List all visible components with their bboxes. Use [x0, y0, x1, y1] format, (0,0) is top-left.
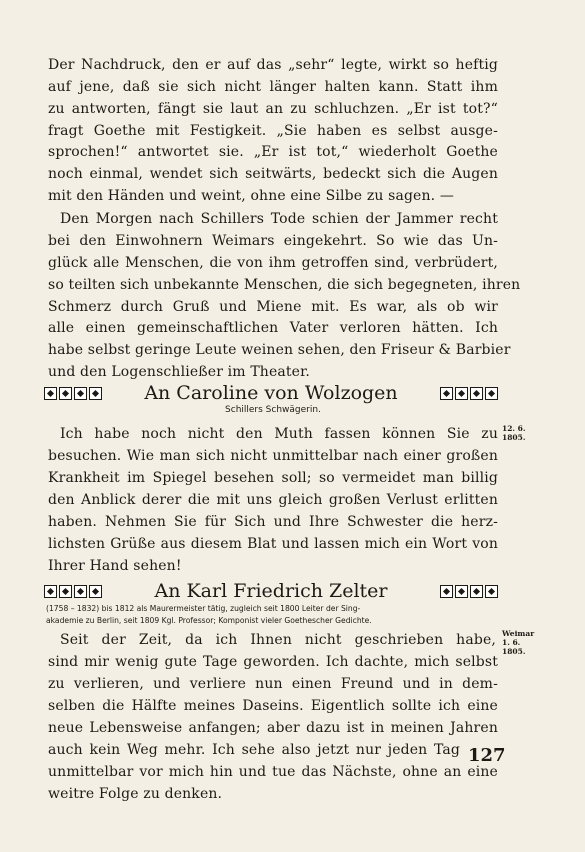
square-ornament-icon	[485, 387, 498, 400]
page-number: 127	[468, 745, 506, 766]
text-line: Den Morgen nach Schillers Tode schien der Jammer recht	[60, 211, 498, 227]
text-line: alle einen gemeinschaftlichen Vater verloren hätten. Ich	[48, 320, 498, 336]
text-line: sind mir wenig gute Tage geworden. Ich dachte, mich selbst	[48, 654, 498, 670]
ornament-group-left	[44, 387, 102, 400]
square-ornament-icon	[485, 585, 498, 598]
square-ornament-icon	[89, 585, 102, 598]
square-ornament-icon	[59, 585, 72, 598]
square-ornament-icon	[470, 585, 483, 598]
text-line: weitre Folge zu denken.	[48, 786, 223, 802]
bio-line: (1758 – 1832) bis 1812 als Maurermeister tätig, zugleich seit 1800 Leiter der Sing-	[46, 604, 361, 613]
text-line: Krankheit im Spiegel besehen soll; so vermeidet man billig	[48, 470, 498, 486]
square-ornament-icon	[74, 585, 87, 598]
text-line: zu verlieren, und verliere nun einen Freund und in dem-	[48, 676, 498, 692]
text-line: habe selbst geringe Leute weinen sehen, den Friseur & Barbier	[48, 342, 511, 358]
text-line: fragt Goethe mit Festigkeit. „Sie haben es selbst ausge-	[48, 123, 498, 139]
square-ornament-icon	[44, 387, 57, 400]
text-line: mit den Händen und weint, ohne eine Silbe zu sagen. —	[48, 188, 455, 204]
ornament-group-right	[440, 387, 498, 400]
text-line: sprochen!“ antwortet sie. „Er ist tot,“ wiederholt Goethe	[48, 144, 498, 160]
square-ornament-icon	[440, 585, 453, 598]
text-line: so teilten sich unbekannte Menschen, die sich begegneten, ihren	[48, 277, 521, 293]
square-ornament-icon	[44, 585, 57, 598]
text-line: Der Nachdruck, den er auf das „sehr“ legte, wirkt so heftig	[48, 57, 498, 73]
square-ornament-icon	[59, 387, 72, 400]
square-ornament-icon	[455, 387, 468, 400]
text-line: Schmerz durch Gruß und Miene mit. Es war, als ob wir	[48, 299, 498, 315]
text-line: zu antworten, fängt sie laut an zu schluchzen. „Er ist tot?“	[48, 101, 498, 117]
text-line: glück alle Menschen, die von ihm getroffen sind, verbrüdert,	[48, 255, 498, 271]
square-ornament-icon	[74, 387, 87, 400]
text-line: und den Logenschließer im Theater.	[48, 364, 311, 380]
square-ornament-icon	[455, 585, 468, 598]
bio-line: akademie zu Berlin, seit 1809 Kgl. Professor; Komponist vieler Goethescher Gedichte.	[46, 616, 372, 625]
text-line: selben die Hälfte meines Daseins. Eigentlich sollte ich eine	[48, 698, 498, 714]
ornament-group-right	[440, 585, 498, 598]
text-line: lichsten Grüße aus diesem Blat und lassen mich ein Wort von	[48, 536, 498, 552]
section-title: An Caroline von Wolzogen	[144, 381, 398, 404]
section-subtitle: Schillers Schwägerin.	[225, 405, 321, 415]
text-line: neue Lebensweise anfangen; aber dazu ist in meinen Jahren	[48, 720, 498, 736]
text-line: noch einmal, wendet sich seitwärts, bedeckt sich die Augen	[48, 166, 498, 182]
margin-date-note: Weimar 1. 6. 1805.	[502, 629, 535, 656]
ornament-group-left	[44, 585, 102, 598]
square-ornament-icon	[470, 387, 483, 400]
square-ornament-icon	[440, 387, 453, 400]
margin-date-note: 12. 6. 1805.	[502, 424, 526, 442]
text-line: Ich habe noch nicht den Muth fassen können Sie zu	[60, 426, 498, 442]
text-line: auch kein Weg mehr. Ich sehe also jetzt nur jeden Tag	[48, 742, 460, 758]
biographical-note	[46, 603, 500, 627]
text-line: unmittelbar vor mich hin und tue das Nächste, ohne an eine	[48, 764, 498, 780]
square-ornament-icon	[89, 387, 102, 400]
text-line: haben. Nehmen Sie für Sich und Ihre Schwester die herz-	[48, 514, 498, 530]
text-line: Seit der Zeit, da ich Ihnen nicht geschrieben habe,	[60, 632, 496, 648]
text-line: den Anblick derer die mit uns gleich großen Verlust erlitten	[48, 492, 498, 508]
text-line: bei den Einwohnern Weimars eingekehrt. So wie das Un-	[48, 233, 498, 249]
text-line: Ihrer Hand sehen!	[48, 558, 182, 574]
section-title: An Karl Friedrich Zelter	[154, 579, 388, 602]
text-line: auf jene, daß sie sich nicht länger halten kann. Statt ihm	[48, 79, 498, 95]
section-heading	[44, 534, 498, 558]
section-heading	[44, 381, 498, 405]
text-line: besuchen. Wie man sich nicht unmittelbar nach einer großen	[48, 448, 498, 464]
section-heading	[44, 579, 498, 603]
